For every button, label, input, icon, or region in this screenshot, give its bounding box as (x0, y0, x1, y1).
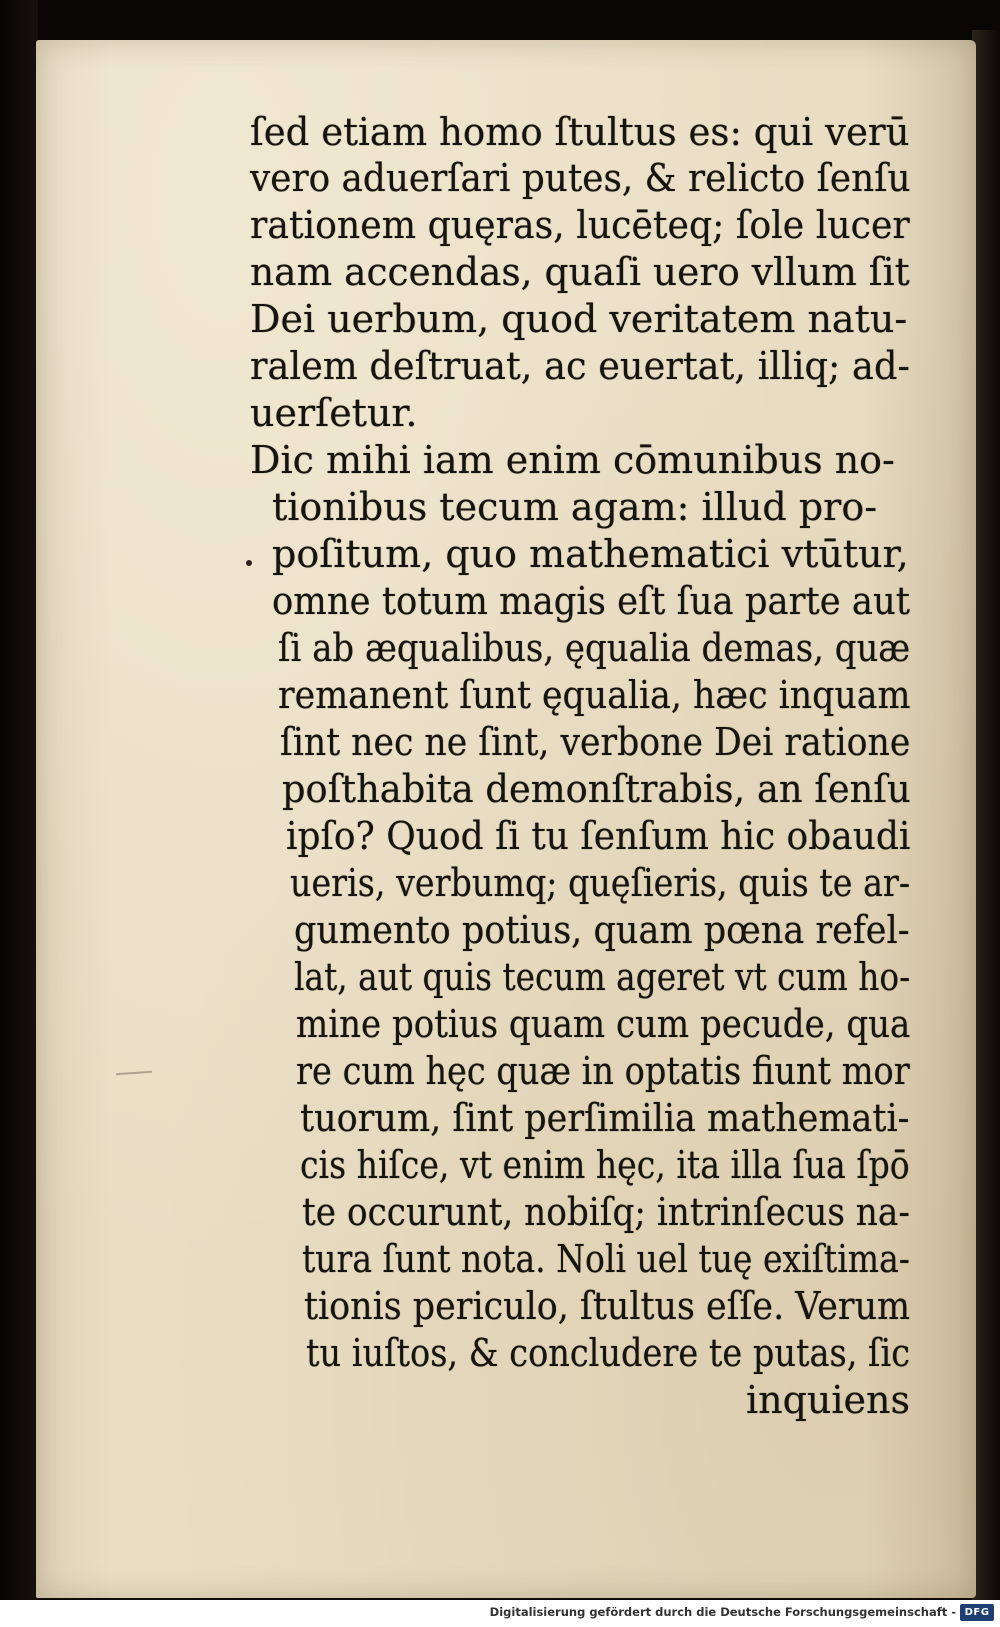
text-line: poſthabita demonſtrabis, an ſenſu (282, 767, 911, 811)
text-line: ſed etiam homo ſtultus es: qui verū (250, 110, 910, 154)
text-line: Dic mihi iam enim cōmunibus no- (250, 438, 895, 482)
text-line: tura ſunt nota. Noli uel tuę exiſtima- (302, 1237, 910, 1281)
text-line: re cum hęc quæ in optatis fiunt mor (296, 1049, 910, 1093)
text-line: ipſo? Quod ſi tu ſenſum hic obaudi (286, 814, 911, 858)
text-line: tu iuſtos, & concludere te putas, ſic (306, 1331, 911, 1375)
text-line: ralem deſtruat, ac euertat, illiq; ad- (250, 344, 910, 388)
text-line: poſitum, quo mathematici vtūtur, (272, 532, 909, 576)
text-line: vero aduerſari putes, & relicto ſenſu (250, 156, 911, 200)
text-line: ſint nec ne ſint, verbone Dei ratione (280, 720, 911, 764)
dfg-logo-icon: DFG (960, 1604, 994, 1621)
text-line: remanent ſunt ęqualia, hæc inquam (278, 673, 911, 717)
digitization-credit-bar (0, 1600, 1000, 1627)
text-line: tionis periculo, ſtultus eſſe. Verum (304, 1284, 911, 1328)
text-line: Dei uerbum, quod veritatem natu- (250, 297, 908, 341)
text-line: te occurunt, nobiſq; intrinſecus na- (302, 1190, 910, 1234)
text-line: mine potius quam cum pecude, qua (296, 1002, 911, 1046)
scan-background-top (0, 0, 1000, 40)
text-line: omne totum magis eſt ſua parte aut (272, 579, 910, 623)
text-line: ueris, verbumq; quęſieris, quis te ar- (290, 861, 911, 905)
catchword: inquiens (745, 1378, 910, 1422)
text-line: ſi ab æqualibus, ęqualia demas, quæ (278, 626, 911, 670)
text-line: lat, aut quis tecum ageret vt cum ho- (294, 955, 911, 999)
book-left-edge (0, 0, 38, 1627)
text-line: uerſetur. (250, 391, 418, 435)
text-line: tuorum, ſint perſimilia mathemati- (300, 1096, 910, 1140)
credit-text: Digitalisierung gefördert durch die Deutsche Forschungsgemeinschaft - (489, 1605, 956, 1619)
margin-mark (246, 560, 252, 566)
book-fore-edge (972, 30, 1000, 1600)
text-line: tionibus tecum agam: illud pro- (272, 485, 878, 529)
text-line: rationem quęras, lucēteq; ſole lucer (250, 203, 910, 247)
text-line: gumento potius, quam pœna refel- (294, 908, 910, 952)
text-line: nam accendas, quaſi uero vllum ſit (250, 250, 910, 294)
text-line: cis hiſce, vt enim hęc, ita illa ſua ſpō (300, 1143, 910, 1187)
